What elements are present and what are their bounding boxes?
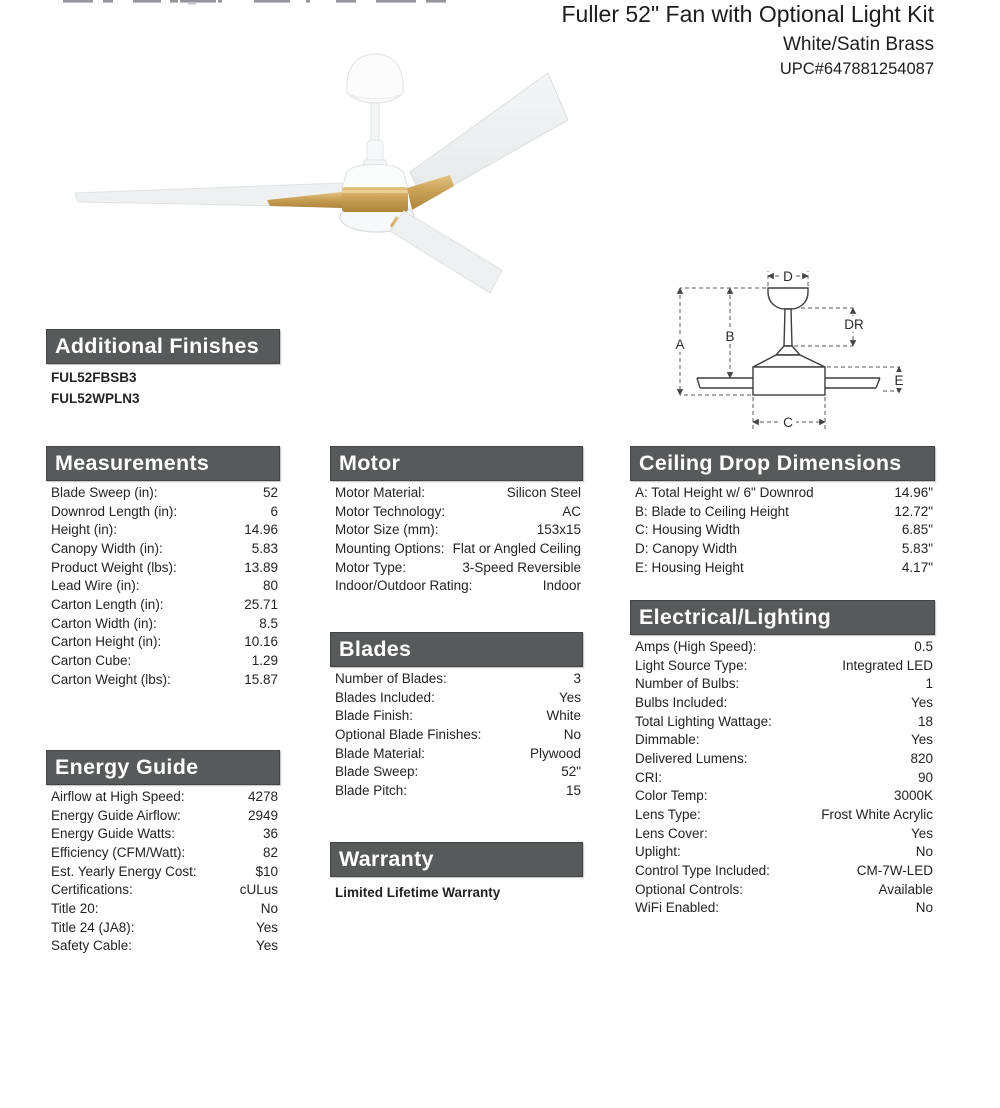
spec-label: Lens Cover: xyxy=(635,825,708,841)
spec-value: 3-Speed Reversible xyxy=(462,559,581,575)
spec-label: Motor Technology: xyxy=(335,503,446,519)
product-title: Fuller 52" Fan with Optional Light Kit xyxy=(561,1,934,27)
spec-table xyxy=(330,670,583,801)
spec-label: Blades Included: xyxy=(335,689,435,705)
section-title-energy-guide: Energy Guide xyxy=(46,750,280,785)
spec-label: D: Canopy Width xyxy=(635,540,738,556)
spec-value: Yes xyxy=(255,938,278,954)
spec-row xyxy=(330,763,583,782)
spec-row xyxy=(630,881,935,900)
spec-label: Carton Cube: xyxy=(51,652,132,668)
spec-label: Title 20: xyxy=(51,900,99,916)
spec-label: Optional Controls: xyxy=(635,881,744,897)
spec-row xyxy=(630,540,935,559)
spec-table xyxy=(46,484,280,689)
spec-row xyxy=(46,671,280,690)
dim-label-a: A xyxy=(675,337,685,352)
spec-row xyxy=(630,694,935,713)
spec-row xyxy=(630,843,935,862)
spec-value: 820 xyxy=(910,750,933,766)
spec-value: cULus xyxy=(239,882,278,898)
dim-label-dr: DR xyxy=(844,317,864,332)
diagram-canopy xyxy=(768,288,808,309)
spec-label: B: Blade to Ceiling Height xyxy=(635,503,789,519)
spec-label: Number of Blades: xyxy=(335,671,447,686)
section-title-measurements: Measurements xyxy=(46,446,280,481)
spec-value: Flat or Angled Ceiling xyxy=(452,540,581,556)
spec-label: A: Total Height w/ 6" Downrod xyxy=(635,485,814,500)
spec-row xyxy=(630,806,935,825)
spec-label: Number of Bulbs: xyxy=(635,676,740,692)
fan-motor-housing xyxy=(342,164,408,189)
spec-value: 5.83" xyxy=(901,540,933,556)
spec-value: 18 xyxy=(917,713,933,729)
spec-value: 25.71 xyxy=(244,596,278,612)
spec-row xyxy=(630,899,935,918)
spec-value: 0.5 xyxy=(914,639,933,654)
spec-row xyxy=(46,540,280,559)
spec-row xyxy=(330,745,583,764)
spec-value: 52" xyxy=(561,764,581,780)
spec-row xyxy=(330,689,583,708)
spec-row xyxy=(630,521,935,540)
spec-value: AC xyxy=(562,503,581,519)
spec-label: Color Temp: xyxy=(635,788,708,804)
finish-item: FUL52WPLN3 xyxy=(51,390,140,406)
spec-value: 2949 xyxy=(247,807,278,823)
section-warranty xyxy=(330,842,583,902)
spec-row xyxy=(46,503,280,522)
spec-label: Energy Guide Airflow: xyxy=(51,807,181,823)
spec-value: 90 xyxy=(917,769,933,785)
spec-row xyxy=(46,825,280,844)
spec-label: Lead Wire (in): xyxy=(51,578,140,594)
spec-row xyxy=(630,825,935,844)
spec-label: Efficiency (CFM/Watt): xyxy=(51,844,186,860)
product-upc: UPC#647881254087 xyxy=(779,60,934,78)
spec-row xyxy=(630,769,935,788)
spec-label: Est. Yearly Energy Cost: xyxy=(51,863,197,879)
diagram-cone xyxy=(753,355,825,367)
spec-label: Mounting Options: xyxy=(335,540,445,556)
spec-value: 15.87 xyxy=(244,671,278,687)
diagram-blade-right xyxy=(825,378,880,388)
spec-label: Carton Height (in): xyxy=(51,634,162,650)
spec-row xyxy=(46,615,280,634)
spec-label: Airflow at High Speed: xyxy=(51,789,185,804)
spec-label: Certifications: xyxy=(51,882,133,898)
spec-label: CRI: xyxy=(635,769,662,785)
spec-value: 14.96 xyxy=(244,522,278,538)
spec-row xyxy=(46,577,280,596)
spec-value: 52 xyxy=(262,485,278,500)
spec-row xyxy=(46,596,280,615)
spec-label: WiFi Enabled: xyxy=(635,900,720,916)
spec-value: Plywood xyxy=(529,745,581,761)
spec-value: Integrated LED xyxy=(842,657,933,673)
spec-value: Frost White Acrylic xyxy=(821,806,933,822)
diagram-flare xyxy=(776,346,800,355)
dim-label-b: B xyxy=(725,329,735,344)
section-ceiling-drop-dimensions xyxy=(630,446,935,577)
section-energy-guide xyxy=(46,750,280,956)
spec-row xyxy=(630,503,935,522)
spec-row xyxy=(46,900,280,919)
spec-value: No xyxy=(563,726,581,742)
spec-label: Carton Width (in): xyxy=(51,615,157,631)
spec-label: Blade Pitch: xyxy=(335,782,408,798)
spec-label: Carton Length (in): xyxy=(51,596,164,612)
spec-label: Product Weight (lbs): xyxy=(51,559,177,575)
spec-value: 15 xyxy=(565,782,581,798)
spec-value: 4278 xyxy=(247,789,278,804)
spec-label: Light Source Type: xyxy=(635,657,748,673)
section-title-ceiling-drop: Ceiling Drop Dimensions xyxy=(630,446,935,481)
section-title-blades: Blades xyxy=(330,632,583,667)
spec-row xyxy=(46,937,280,956)
spec-row xyxy=(46,844,280,863)
spec-row xyxy=(330,670,583,689)
spec-row xyxy=(330,540,583,559)
spec-label: Blade Sweep: xyxy=(335,764,419,780)
spec-row xyxy=(330,707,583,726)
spec-value: 5.83 xyxy=(251,540,278,556)
section-title-additional-finishes: Additional Finishes xyxy=(46,329,280,364)
diagram-blade-left xyxy=(697,378,753,388)
spec-row xyxy=(330,726,583,745)
spec-value: No xyxy=(915,844,933,860)
spec-label: Control Type Included: xyxy=(635,862,770,878)
spec-value: Available xyxy=(878,881,933,897)
spec-value: Yes xyxy=(910,825,933,841)
spec-value: 1 xyxy=(925,676,933,692)
spec-value: $10 xyxy=(255,863,278,879)
product-photo-fan xyxy=(50,40,610,320)
spec-value: Yes xyxy=(558,689,581,705)
spec-row xyxy=(630,750,935,769)
spec-label: Title 24 (JA8): xyxy=(51,919,135,935)
spec-row xyxy=(630,675,935,694)
section-title-motor: Motor xyxy=(330,446,583,481)
spec-label: Amps (High Speed): xyxy=(635,639,757,654)
spec-label: Bulbs Included: xyxy=(635,694,728,710)
dim-label-c: C xyxy=(783,415,793,430)
spec-table xyxy=(46,788,280,956)
spec-value: 82 xyxy=(262,844,278,860)
spec-row xyxy=(630,638,935,657)
section-additional-finishes xyxy=(46,329,280,408)
spec-row xyxy=(46,484,280,503)
fan-coupler xyxy=(367,140,383,162)
spec-row xyxy=(46,788,280,807)
spec-row xyxy=(330,559,583,578)
spec-row xyxy=(46,521,280,540)
spec-table xyxy=(630,484,935,577)
spec-value: 3 xyxy=(573,671,581,686)
spec-value: 12.72" xyxy=(894,503,933,519)
spec-row xyxy=(330,484,583,503)
spec-value: CM-7W-LED xyxy=(856,862,933,878)
spec-label: Total Lighting Wattage: xyxy=(635,713,772,729)
fan-blade xyxy=(390,211,502,293)
spec-value: Yes xyxy=(910,694,933,710)
spec-value: 6 xyxy=(270,503,278,519)
spec-value: No xyxy=(915,900,933,916)
title-block xyxy=(561,1,934,80)
product-finish: White/Satin Brass xyxy=(783,34,934,55)
spec-label: Blade Finish: xyxy=(335,708,414,724)
spec-row xyxy=(630,559,935,578)
spec-row xyxy=(330,503,583,522)
spec-value: 1.29 xyxy=(251,652,278,668)
spec-row xyxy=(630,731,935,750)
spec-label: Blade Sweep (in): xyxy=(51,485,158,500)
spec-row xyxy=(46,652,280,671)
spec-row xyxy=(46,881,280,900)
spec-label: Motor Material: xyxy=(335,485,426,500)
spec-value: Yes xyxy=(255,919,278,935)
dimension-diagram xyxy=(640,250,965,445)
spec-value: 153x15 xyxy=(536,522,581,538)
spec-row xyxy=(630,657,935,676)
spec-row xyxy=(46,863,280,882)
warranty-text: Limited Lifetime Warranty xyxy=(335,885,501,900)
finish-item: FUL52FBSB3 xyxy=(51,370,137,385)
spec-label: Height (in): xyxy=(51,522,118,538)
section-motor xyxy=(330,446,583,596)
spec-label: Energy Guide Watts: xyxy=(51,826,176,842)
spec-label: Uplight: xyxy=(635,844,681,860)
dim-label-e: E xyxy=(894,373,904,388)
spec-label: Motor Type: xyxy=(335,559,407,575)
spec-row xyxy=(46,559,280,578)
spec-label: Optional Blade Finishes: xyxy=(335,726,482,742)
spec-row xyxy=(46,807,280,826)
spec-label: Dimmable: xyxy=(635,732,700,748)
spec-table xyxy=(630,638,935,918)
clipped-header-text xyxy=(58,0,458,5)
spec-label: Safety Cable: xyxy=(51,938,133,954)
spec-label: Delivered Lumens: xyxy=(635,750,748,766)
spec-value: 6.85" xyxy=(901,522,933,538)
spec-label: Motor Size (mm): xyxy=(335,522,439,538)
spec-value: Silicon Steel xyxy=(506,485,581,500)
spec-value: 4.17" xyxy=(901,559,933,575)
spec-value: 14.96" xyxy=(894,485,933,500)
spec-label: Carton Weight (lbs): xyxy=(51,671,171,687)
spec-row xyxy=(630,484,935,503)
section-measurements xyxy=(46,446,280,689)
spec-row xyxy=(630,787,935,806)
diagram-housing xyxy=(753,367,825,395)
spec-label: Lens Type: xyxy=(635,806,701,822)
spec-row xyxy=(330,782,583,801)
spec-label: Blade Material: xyxy=(335,745,426,761)
finish-list xyxy=(46,369,280,408)
spec-value: 36 xyxy=(262,826,278,842)
spec-row xyxy=(630,862,935,881)
diagram-downrod xyxy=(784,309,792,346)
spec-label: Indoor/Outdoor Rating: xyxy=(335,578,473,594)
spec-value: 80 xyxy=(262,578,278,594)
spec-value: No xyxy=(260,900,278,916)
fan-canopy xyxy=(347,54,403,103)
spec-value: 3000K xyxy=(893,788,933,804)
spec-value: 8.5 xyxy=(259,615,278,631)
spec-row xyxy=(330,521,583,540)
spec-row xyxy=(46,919,280,938)
spec-row xyxy=(46,633,280,652)
spec-table xyxy=(330,484,583,596)
section-blades xyxy=(330,632,583,801)
spec-label: Downrod Length (in): xyxy=(51,503,178,519)
section-electrical-lighting xyxy=(630,600,935,918)
spec-value: 13.89 xyxy=(244,559,278,575)
section-title-electrical: Electrical/Lighting xyxy=(630,600,935,635)
spec-value: Yes xyxy=(910,732,933,748)
spec-label: Canopy Width (in): xyxy=(51,540,163,556)
spec-row xyxy=(630,713,935,732)
section-title-warranty: Warranty xyxy=(330,842,583,877)
spec-value: White xyxy=(546,708,581,724)
dim-label-d: D xyxy=(783,269,793,284)
spec-label: E: Housing Height xyxy=(635,559,744,575)
spec-row xyxy=(330,577,583,596)
spec-label: C: Housing Width xyxy=(635,522,741,538)
spec-value: 10.16 xyxy=(244,634,278,650)
spec-value: Indoor xyxy=(542,578,581,594)
